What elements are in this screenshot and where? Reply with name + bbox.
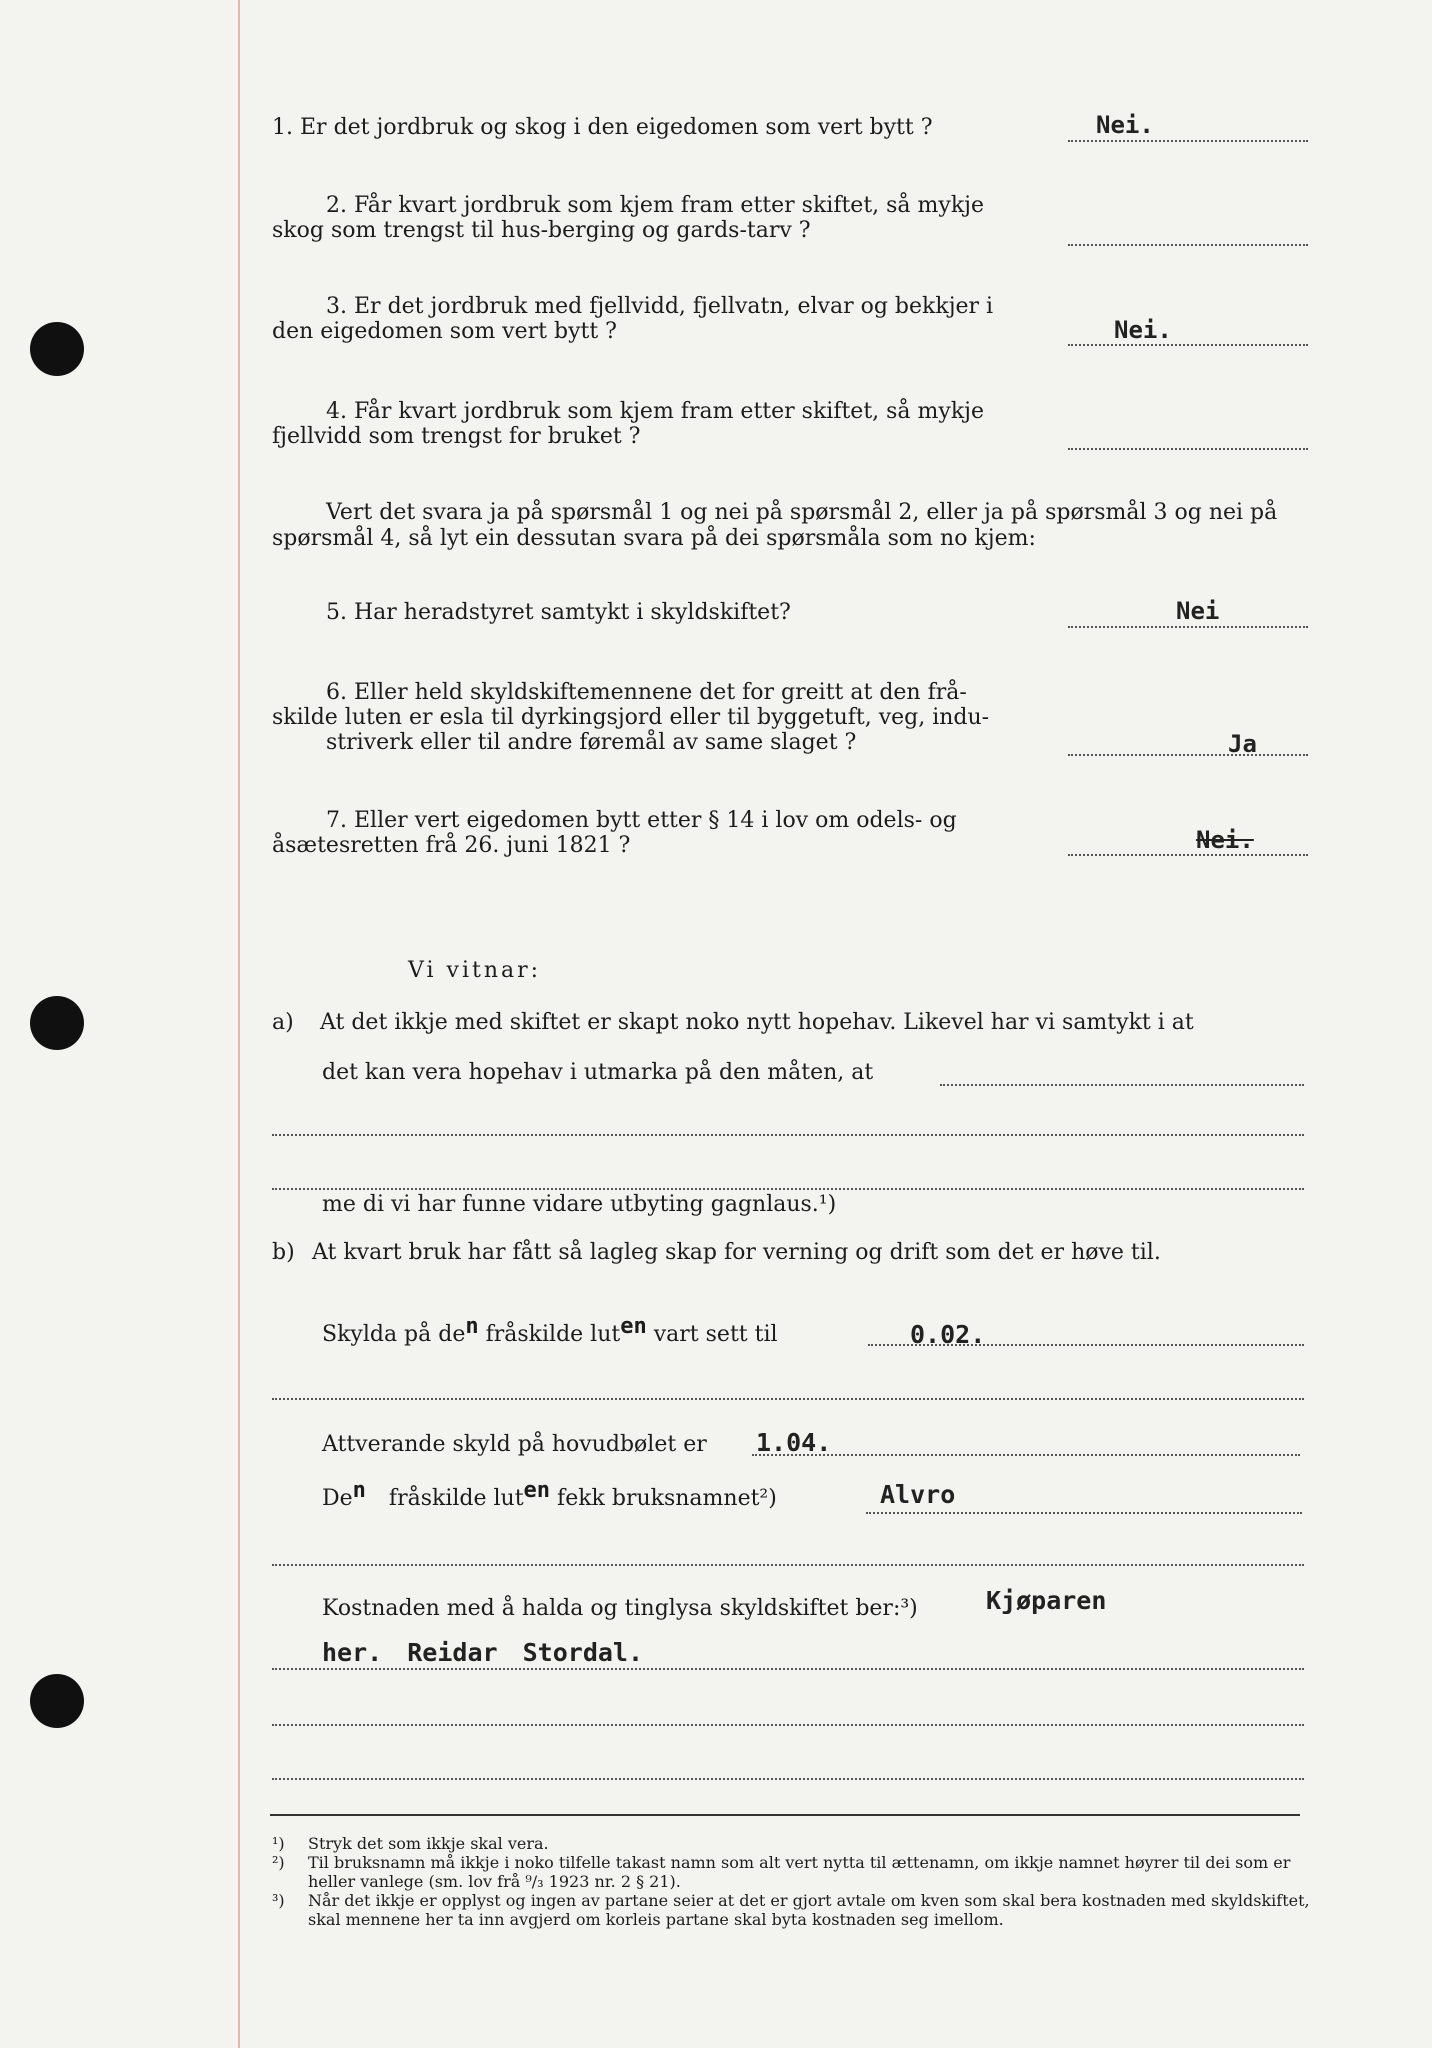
witness-heading: Vi vitnar:	[408, 958, 542, 983]
punch-hole-middle	[30, 996, 84, 1050]
question-5: 5. Har heradstyret samtykt i skyldskiftet?	[326, 600, 791, 625]
footnote-2: ²) Til bruksnamn må ikkje i noko tilfelle takast namn som alt vert nytta til ættenamn, om ikkje namnet høyrer til dei som er heller vanlege (sm. lov frå ⁹/₃ 1923 nr. 2 § 21).	[272, 1853, 1291, 1891]
witness-a-line1: At det ikkje med skiftet er skapt noko nytt hopehav. Likevel har vi samtykt i at	[320, 1010, 1194, 1035]
footnotes	[272, 1834, 1312, 1929]
margin-line	[238, 0, 240, 2048]
fill-line-kostnad-2[interactable]	[272, 1722, 1304, 1726]
kostnad-label: Kostnaden med å halda og tinglysa skyldskiftet ber:³)	[322, 1596, 918, 1621]
footnote-rule	[270, 1814, 1300, 1816]
question-number: 5.	[326, 600, 347, 625]
fill-line-skylda-2[interactable]	[272, 1396, 1304, 1400]
question-4: 4. Får kvart jordbruk som kjem fram etter skiftet, så mykje fjellvidd som trengst for bruket ?	[272, 399, 985, 449]
handwritten-n: n	[465, 1314, 479, 1339]
question-number: 2.	[326, 193, 347, 218]
witness-a-line3: me di vi har funne vidare utbyting gagnlaus.¹)	[322, 1192, 837, 1217]
answer-line-7[interactable]	[1068, 820, 1308, 856]
question-number: 4.	[326, 399, 347, 424]
punch-hole-bottom	[30, 1674, 84, 1728]
answer-3: Nei.	[1114, 316, 1172, 344]
fill-line-bruksnamn[interactable]	[866, 1510, 1302, 1514]
fill-line-a3[interactable]	[272, 1186, 1304, 1190]
answer-line-6[interactable]	[1068, 720, 1308, 756]
handwritten-en: en	[620, 1314, 647, 1339]
witness-b-line: At kvart bruk har fått så lagleg skap for verning og drift som det er høve til.	[312, 1240, 1161, 1265]
bruksnamn-row: Den fråskilde luten fekk bruksnamnet²)	[322, 1478, 777, 1511]
answer-line-4[interactable]	[1068, 414, 1308, 450]
bruksnamn-value: Alvro	[880, 1480, 956, 1509]
witness-a-label: a)	[272, 1010, 294, 1035]
footnote-3: ³) Når det ikkje er opplyst og ingen av partane seier at det er gjort avtale om kven som skal bera kostnaden med skyldskiftet, skal mennene her ta inn avgjerd om korleis partane skal byta kostnaden seg imellom.	[272, 1891, 1310, 1929]
answer-5: Nei	[1176, 597, 1220, 625]
answer-line-2[interactable]	[1068, 210, 1308, 246]
question-2: 2. Får kvart jordbruk som kjem fram etter skiftet, så mykje skog som trengst til hus-berging og gards-tarv ?	[272, 193, 985, 243]
attverande-label: Attverande skyld på hovudbølet er	[322, 1432, 707, 1457]
question-number: 7.	[326, 808, 347, 833]
question-text: Er det jordbruk og skog i den eigedomen som vert bytt ?	[300, 115, 933, 140]
fill-line-a1[interactable]	[940, 1082, 1304, 1086]
attverande-value: 1.04.	[756, 1428, 832, 1457]
question-1	[272, 115, 1062, 140]
kostnad-value-2: her. Reidar Stordal.	[322, 1638, 644, 1667]
question-3: 3. Er det jordbruk med fjellvidd, fjellvatn, elvar og bekkjer i den eigedomen som vert bytt ?	[272, 294, 994, 344]
question-number: 3.	[326, 294, 347, 319]
kostnad-value-1: Kjøparen	[986, 1586, 1107, 1615]
footnote-1: ¹) Stryk det som ikkje skal vera.	[272, 1834, 549, 1853]
answer-line-3[interactable]	[1068, 310, 1308, 346]
answer-6: Ja	[1228, 730, 1257, 758]
answer-1: Nei.	[1096, 111, 1154, 139]
fill-line-kostnad-1[interactable]	[272, 1666, 1304, 1670]
question-7: 7. Eller vert eigedomen bytt etter § 14 i lov om odels- og åsætesretten frå 26. juni 1821 ?	[272, 808, 957, 858]
skylda-row: Skylda på den fråskilde luten vart sett til	[322, 1314, 778, 1347]
question-number: 1.	[272, 115, 293, 140]
skylda-value: 0.02.	[910, 1320, 986, 1349]
witness-a-line2: det kan vera hopehav i utmarka på den måten, at	[322, 1060, 874, 1085]
fill-line-attverande[interactable]	[752, 1452, 1300, 1456]
fill-line-bruksnamn-2[interactable]	[272, 1562, 1304, 1566]
question-6: 6. Eller held skyldskiftemennene det for greitt at den frå- skilde luten er esla til dyrkingsjord eller til byggetuft, veg, indu- striverk eller til andre føremål av same slaget ?	[272, 680, 990, 755]
answer-7: Nei.	[1196, 826, 1254, 854]
intro-paragraph: Vert det svara ja på spørsmål 1 og nei på spørsmål 2, eller ja på spørsmål 3 og nei på spørsmål 4, så lyt ein dessutan svara på dei spørsmåla som no kjem:	[272, 500, 1278, 551]
fill-line-a2[interactable]	[272, 1132, 1304, 1136]
fill-line-kostnad-3[interactable]	[272, 1776, 1304, 1780]
witness-b-label: b)	[272, 1240, 295, 1265]
punch-hole-top	[30, 322, 84, 376]
question-number: 6.	[326, 680, 347, 705]
